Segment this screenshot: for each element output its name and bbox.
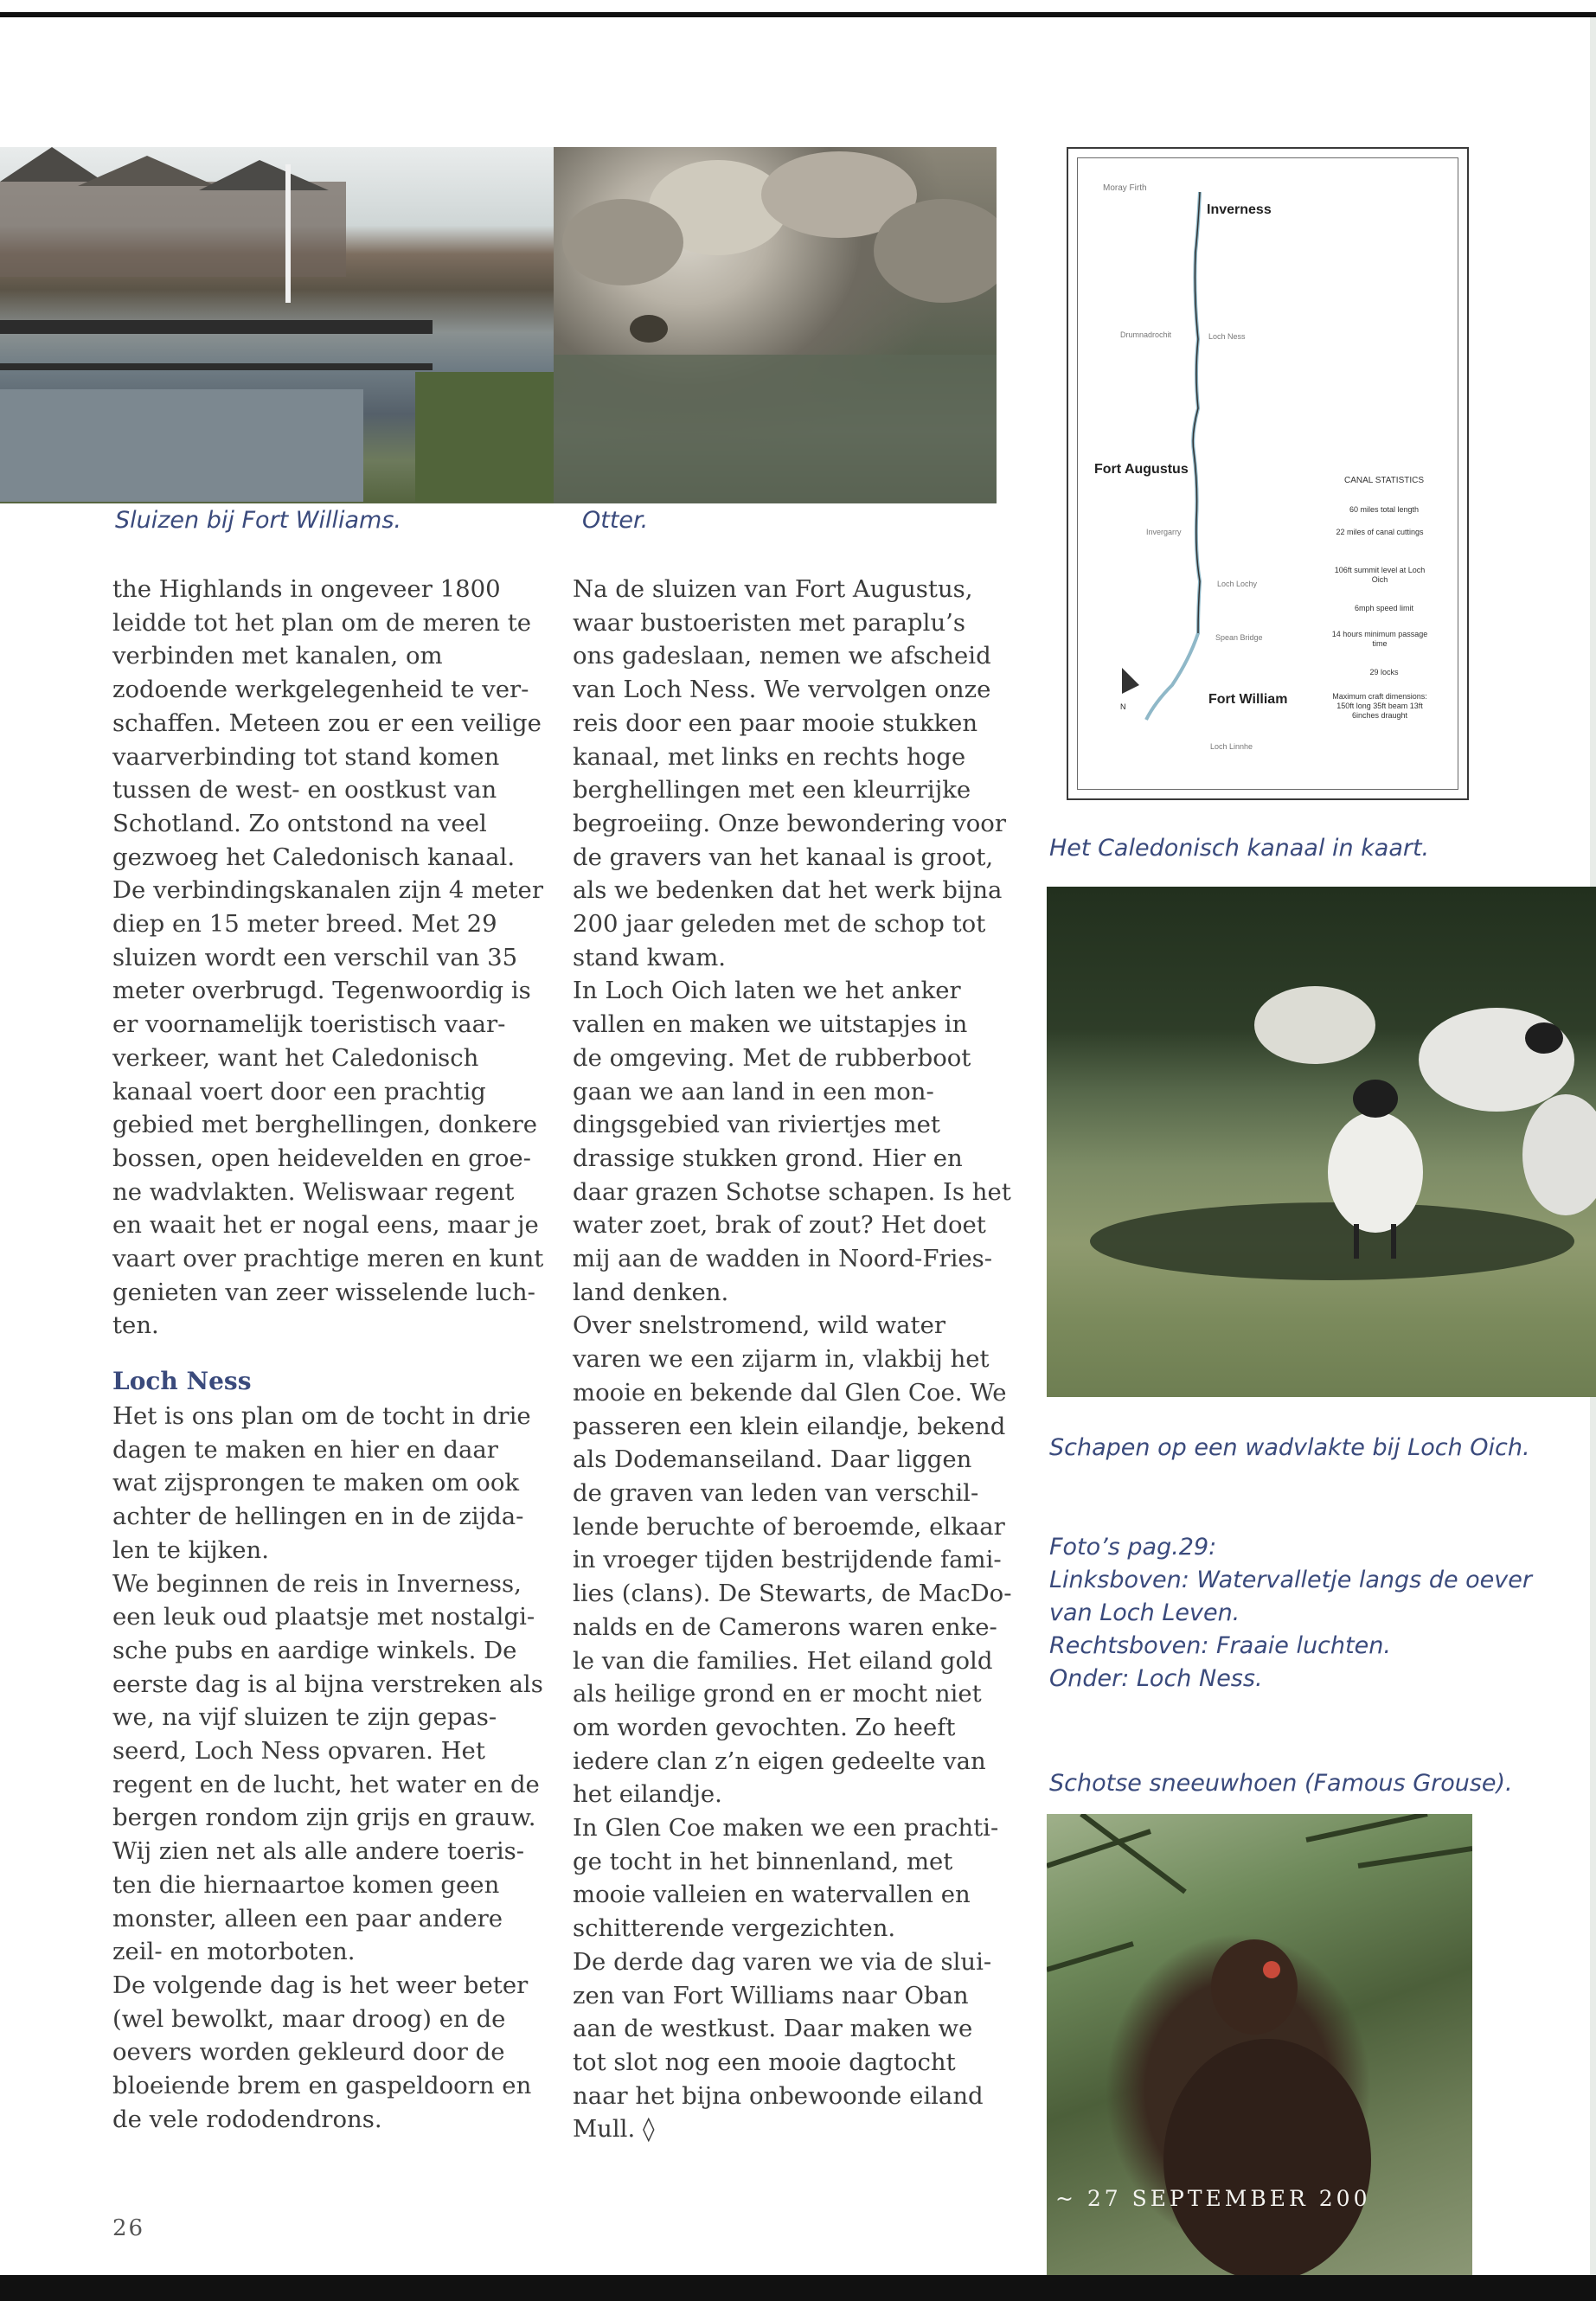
photo-locks-fort-william	[0, 147, 554, 503]
stats-title: CANAL STATISTICS	[1343, 476, 1425, 485]
bottom-rule	[0, 2275, 1596, 2301]
photo-sheep	[1047, 887, 1596, 1397]
locks-illustration	[0, 147, 554, 503]
label-loch-linnhe: Loch Linnhe	[1210, 742, 1253, 751]
stat-dimensions: Maximum craft dimensions: 150ft long 35ft beam 13ft 6inches draught	[1332, 692, 1427, 720]
label-loch-ness: Loch Ness	[1208, 332, 1246, 341]
stat-length: 60 miles total length	[1349, 505, 1420, 514]
sheep-illustration	[1047, 887, 1596, 1397]
section-heading-loch-ness: Loch Ness	[112, 1367, 252, 1395]
credits-bottom: Onder: Loch Ness.	[1049, 1665, 1263, 1692]
photo-grouse	[1047, 1814, 1472, 2275]
article-col1-intro: the Highlands in ongeveer 1800 leidde tot het plan om de meren te verbinden met kanalen, om zodoende werkgelegenheid te ver- schaffen. Meteen zou er een veilige vaarverbinding tot stand komen tussen de west- en oostkust van Schotland. Zo ontstond na veel gezwoeg het Caledonisch kanaal. De verbindingskanalen zijn 4 meter diep en 15 meter breed. Met 29 sluizen wordt een verschil van 35 meter overbrugd. Tegenwoordig is er voornamelijk toeristisch vaar- verkeer, want het Caledonisch kanaal voert door een prachtig gebied met berghellingen, donkere bossen, open heidevelden en groe- ne wadvlakten. Weliswaar regent en waait het er nogal eens, maar je vaart over prachtige meren en kunt genieten van zeer wisselende luch- ten.	[112, 575, 544, 1340]
page-number: 26	[112, 2215, 145, 2241]
label-invergarry: Invergarry	[1146, 528, 1182, 536]
caption-grouse: Schotse sneeuwhoen (Famous Grouse).	[1049, 1770, 1513, 1797]
label-fort-augustus: Fort Augustus	[1094, 462, 1189, 477]
caption-otter: Otter.	[582, 507, 649, 534]
stat-locks: 29 locks	[1369, 668, 1399, 676]
credits-left-top: Linksboven: Watervalletje langs de oever van Loch Leven.	[1049, 1567, 1532, 1626]
caption-sheep: Schapen op een wadvlakte bij Loch Oich.	[1049, 1434, 1530, 1461]
top-rule	[0, 12, 1596, 17]
magazine-overlay-text: ~ 27 SEPTEMBER 200	[1055, 2186, 1371, 2211]
label-spean-bridge: Spean Bridge	[1215, 633, 1263, 642]
label-inverness: Inverness	[1207, 202, 1272, 217]
label-fort-william: Fort William	[1208, 692, 1288, 707]
stat-cuttings: 22 miles of canal cuttings	[1336, 528, 1424, 536]
label-moray-firth: Moray Firth	[1103, 183, 1147, 193]
stat-passage: 14 hours minimum passage time	[1331, 630, 1428, 648]
label-north: N	[1120, 702, 1126, 711]
photo-otter	[554, 147, 997, 503]
stat-summit: 106ft summit level at Loch Oich	[1334, 566, 1426, 584]
stat-speed: 6mph speed limit	[1354, 604, 1414, 612]
article-col2: Na de sluizen van Fort Augustus, waar bustoeristen met paraplu’s ons gadeslaan, nemen we afscheid van Loch Ness. We vervolgen onze reis door een paar mooie stukken kanaal, met links en rechts hoge berghellingen met een kleurrijke begroeiing. Onze bewondering voor de gravers van het kanaal is groot, als we bedenken dat het werk bijna 200 jaar geleden met de schop tot stand kwam. In Loch Oich laten we het anker vallen en maken we uitstapjes in de omgeving. Met de rubberboot gaan we aan land in een mon- dingsgebied van riviertjes met drassige stukken grond. Hier en daar grazen Schotse schapen. Is het water zoet, brak of zout? Het doet mij aan de wadden in Noord-Fries- land denken. Over snelstromend, wild water varen we een zijarm in, vlakbij het mooie en bekende dal Glen Coe. We passeren een klein eilandje, bekend als Dodemanseiland. Daar liggen de graven van leden van verschil- lende beruchte of beroemde, elkaar in vroeger tijden bestrijdende fami- lies (clans). De Stewarts, de MacDo- nalds en de Camerons waren enke- le van die families. Het eiland gold als heilige grond en er mocht niet om worden gevochten. Zo heeft iedere clan z’n eigen gedeelte van het eilandje. In Glen Coe maken we een prachti- ge tocht in het binnenland, met mooie valleien en watervallen en schitterende vergezichten. De derde dag varen we via de slui- zen van Fort Williams naar Oban aan de westkust. Daar maken we tot slot nog een mooie dagtocht naar het bijna onbewoonde eiland Mull. ◊	[573, 575, 1012, 2144]
canal-map	[1067, 147, 1469, 800]
label-drumnadrochit: Drumnadrochit	[1120, 330, 1172, 339]
article-col1-loch-ness: Het is ons plan om de tocht in drie dagen te maken en hier en daar wat zijsprongen te maken om ook achter de hellingen en in de zijda- len te kijken. We beginnen de reis in Inverness, een leuk oud plaatsje met nostalgi- sche pubs en aardige winkels. De eerste dag is al bijna verstreken als we, na vijf sluizen te zijn gepas- seerd, Loch Ness opvaren. Het regent en de lucht, het water en de bergen rondom zijn grijs en grauw. Wij zien net als alle andere toeris- ten die hiernaartoe komen geen monster, alleen een paar andere zeil- en motorboten. De volgende dag is het weer beter (wel bewolkt, maar droog) en de oevers worden gekleurd door de bloeiende brem en gaspeldoorn en de vele rododendrons.	[112, 1402, 543, 2133]
caption-locks: Sluizen bij Fort Williams.	[115, 507, 401, 534]
credits-right-top: Rechtsboven: Fraaie luchten.	[1049, 1632, 1391, 1659]
label-loch-lochy: Loch Lochy	[1217, 580, 1258, 588]
otter-illustration	[554, 147, 997, 503]
credits-title: Foto’s pag.29:	[1049, 1534, 1217, 1561]
caption-map: Het Caledonisch kanaal in kaart.	[1049, 835, 1430, 862]
